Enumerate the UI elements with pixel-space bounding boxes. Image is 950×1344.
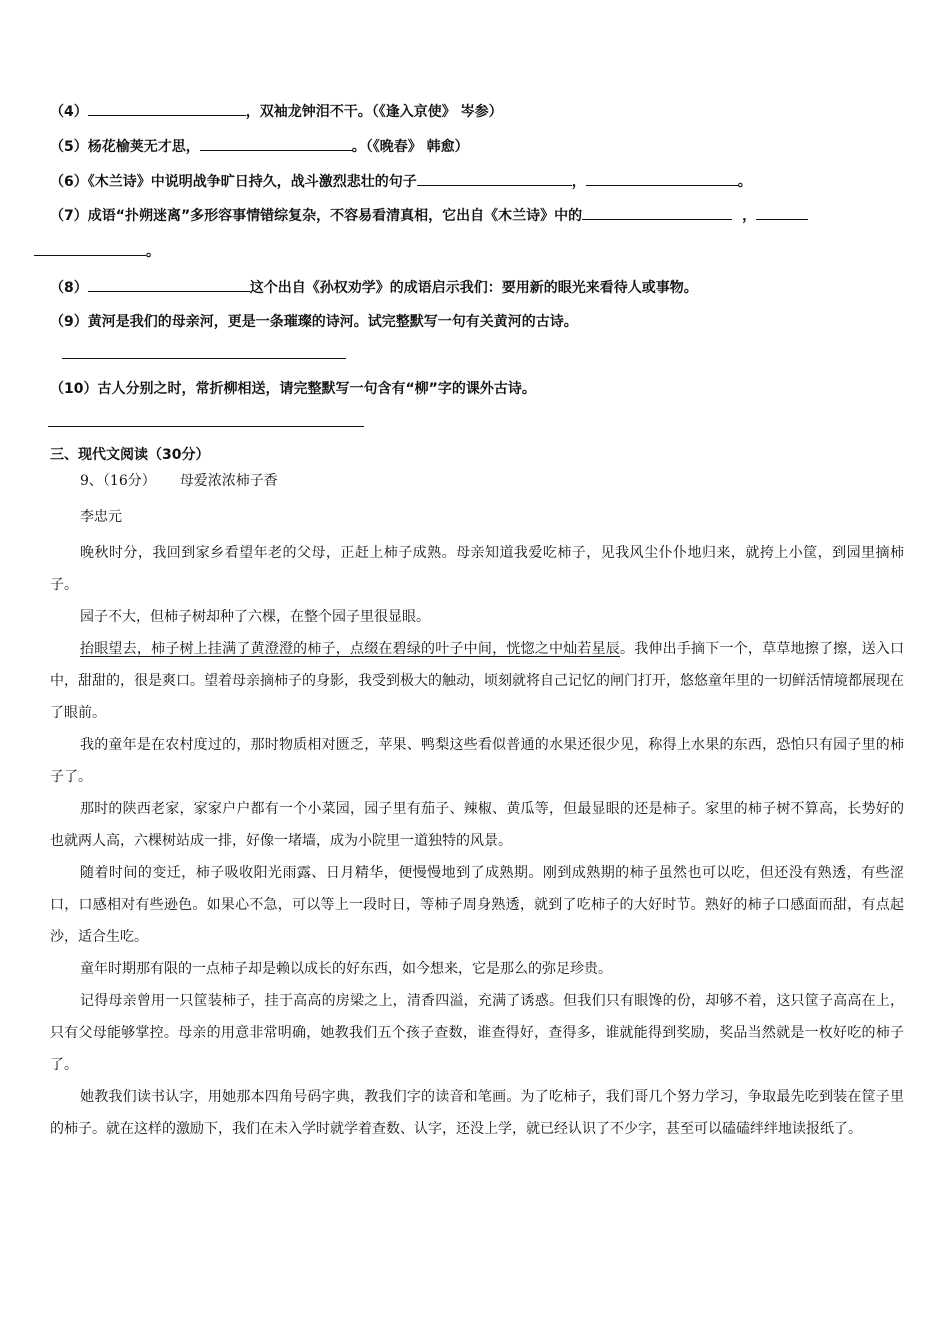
underlined-sentence: 抬眼望去，柿子树上挂满了黄澄澄的柿子，点缀在碧绿的叶子中间，恍惚之中灿若星辰 (80, 641, 620, 657)
answer-line[interactable] (48, 426, 364, 427)
paragraph: 晚秋时分，我回到家乡看望年老的父母，正赶上柿子成熟。母亲知道我爱吃柿子，见我风尘仆仆地归来，就挎上小筐，到园里摘柿子。 (50, 545, 904, 593)
paragraph: 她教我们读书认字，用她那本四角号码字典，教我们字的读音和笔画。为了吃柿子，我们哥几个努力学习，争取最先吃到装在筐子里的柿子。就在这样的激励下，我们在未入学时就学着查数、认字，还没上学，就已经认识了不少字，甚至可以磕磕绊绊地读报纸了。 (50, 1089, 904, 1137)
item-text: 。（《晚春》 韩愈） (351, 139, 469, 155)
fill-item-5 (50, 136, 469, 157)
answer-blank[interactable] (34, 241, 146, 256)
end-mark: 。 (737, 174, 752, 190)
item-text: 黄河是我们的母亲河，更是一条璀璨的诗河。试完整默写一句有关黄河的古诗。 (87, 314, 578, 330)
article-author: 李忠元 (80, 509, 122, 525)
paragraph-text: 。我伸出手摘下一个，草草地擦了擦，送入口中，甜甜的，很是爽口。望着母亲摘柿子的身影，我受到极大的触动，顷刻就将自己记忆的闸门打开，悠悠童年里的一切鲜活情境都展现在了眼前。 (50, 641, 904, 721)
question-number: 9、（16分） (80, 473, 156, 489)
paragraph: 那时的陕西老家，家家户户都有一个小菜园，园子里有茄子、辣椒、黄瓜等，但最显眼的还是柿子。家里的柿子树不算高，长势好的也就两人高，六棵树站成一排，好像一堵墙，成为小院里一道独特的风景。 (50, 801, 904, 849)
item-number: （6） (50, 174, 88, 190)
paragraph: 我的童年是在农村度过的，那时物质相对匮乏，苹果、鸭梨这些看似普通的水果还很少见，称得上水果的东西，恐怕只有园子里的柿子了。 (50, 737, 904, 785)
separator: ， (742, 208, 757, 224)
answer-line[interactable] (62, 358, 346, 359)
article-body (50, 537, 904, 1145)
answer-blank[interactable] (200, 136, 352, 151)
answer-blank[interactable] (756, 205, 808, 220)
item-text: 《木兰诗》中说明战争旷日持久，战斗激烈悲壮的句子 (87, 174, 417, 190)
paragraph: 童年时期那有限的一点柿子却是赖以成长的好东西，如今想来，它是那么的弥足珍贵。 (80, 961, 612, 977)
answer-blank[interactable] (586, 171, 738, 186)
item-number: （4） (50, 104, 88, 120)
item-text: 成语“扑朔迷离”多形容事情错综复杂，不容易看清真相，它出自《木兰诗》中的 (87, 208, 583, 224)
item-text: 这个出自《孙权劝学》的成语启示我们：要用新的眼光来看待人或事物。 (249, 280, 698, 296)
question-header (80, 471, 278, 491)
paragraph: 随着时间的变迁，柿子吸收阳光雨露、日月精华，便慢慢地到了成熟期。刚到成熟期的柿子虽然也可以吃，但还没有熟透，有些涩口，口感相对有些逊色。如果心不急，可以等上一段时日，等柿子周身熟透，就到了吃柿子的大好时节。熟好的柿子口感面而甜，有点起沙，适合生吃。 (50, 865, 904, 945)
fill-item-8 (50, 277, 698, 298)
item-number: （7） (50, 208, 88, 224)
answer-blank[interactable] (88, 277, 250, 292)
fill-item-9 (50, 312, 578, 332)
fill-item-7 (50, 205, 808, 226)
paragraph: 园子不大，但柿子树却种了六棵，在整个园子里很显眼。 (80, 609, 430, 625)
fill-item-4 (50, 101, 503, 122)
item-text: 杨花榆荚无才思， (87, 139, 200, 155)
fill-item-7-continued (34, 241, 160, 262)
section-title: 三、现代文阅读（30分） (50, 447, 210, 463)
end-mark: 。 (146, 244, 160, 260)
item-number: （8） (50, 280, 88, 296)
article-title: 母爱浓浓柿子香 (179, 473, 278, 489)
item-text: ，双袖龙钟泪不干。（《逢入京使》 岑参） (245, 104, 503, 120)
item-number: （9） (50, 314, 88, 330)
answer-blank[interactable] (417, 171, 572, 186)
item-text: 古人分别之时，常折柳相送，请完整默写一句含有“柳”字的课外古诗。 (97, 381, 536, 397)
answer-blank[interactable] (582, 205, 732, 220)
fill-item-10 (50, 379, 536, 399)
answer-blank[interactable] (88, 101, 246, 116)
paragraph (50, 633, 904, 729)
separator: ， (571, 174, 586, 190)
item-number: （10） (50, 381, 98, 397)
paragraph: 记得母亲曾用一只筐装柿子，挂于高高的房梁之上，清香四溢，充满了诱惑。但我们只有眼馋的份，却够不着，这只筐子高高在上，只有父母能够掌控。母亲的用意非常明确，她教我们五个孩子查数，谁查得好，查得多，谁就能得到奖励，奖品当然就是一枚好吃的柿子了。 (50, 993, 904, 1073)
item-number: （5） (50, 139, 88, 155)
fill-item-6 (50, 171, 752, 192)
